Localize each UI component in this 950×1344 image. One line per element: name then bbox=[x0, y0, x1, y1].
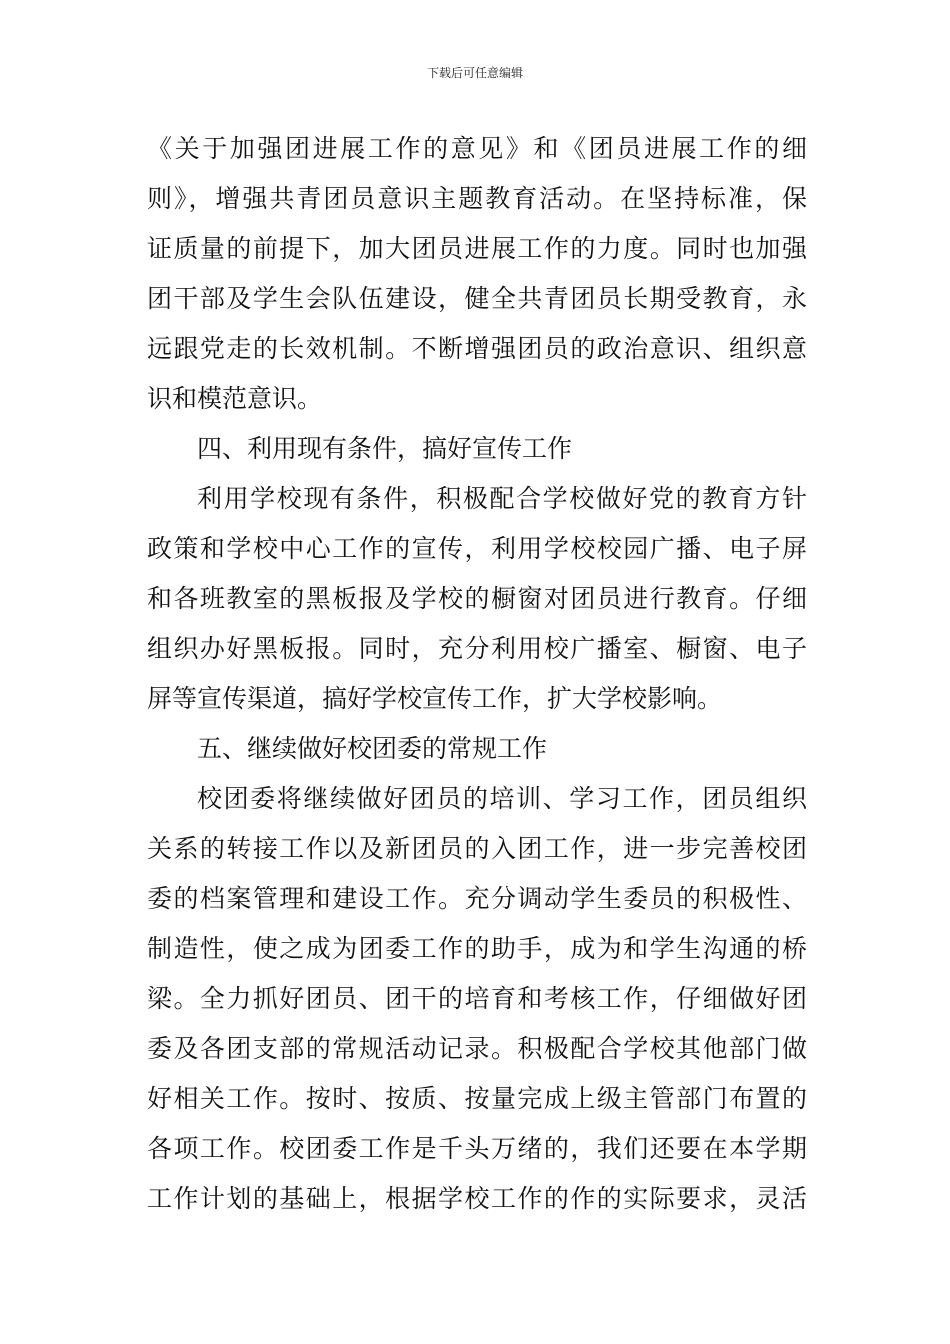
paragraph-line: 制造性，使之成为团委工作的助手，成为和学生沟通的桥 bbox=[147, 934, 807, 963]
paragraph-line: 委的档案管理和建设工作。充分调动学生委员的积极性、 bbox=[147, 884, 807, 913]
paragraph-line: 好相关工作。按时、按质、按量完成上级主管部门布置的 bbox=[147, 1084, 807, 1113]
paragraph-line: 工作计划的基础上，根据学校工作的作的实际要求，灵活 bbox=[147, 1184, 807, 1213]
paragraph-line: 组织办好黑板报。同时，充分利用校广播室、橱窗、电子 bbox=[147, 634, 807, 663]
page-header-note: 下载后可任意编辑 bbox=[426, 66, 523, 80]
paragraph-line: 政策和学校中心工作的宣传，利用学校校园广播、电子屏 bbox=[147, 534, 807, 563]
paragraph-line: 梁。全力抓好团员、团干的培育和考核工作，仔细做好团 bbox=[147, 984, 807, 1013]
paragraph-line: 委及各团支部的常规活动记录。积极配合学校其他部门做 bbox=[147, 1034, 807, 1063]
section-heading: 五、继续做好校团委的常规工作 bbox=[197, 734, 548, 763]
document-body bbox=[147, 124, 807, 1224]
paragraph-line: 证质量的前提下，加大团员进展工作的力度。同时也加强 bbox=[147, 234, 807, 263]
paragraph-line: 识和模范意识。 bbox=[147, 384, 323, 413]
paragraph-line: 校团委将继续做好团员的培训、学习工作，团员组织 bbox=[197, 784, 807, 813]
paragraph-line: 《关于加强团进展工作的意见》和《团员进展工作的细 bbox=[147, 134, 807, 163]
paragraph-line: 和各班教室的黑板报及学校的橱窗对团员进行教育。仔细 bbox=[147, 584, 807, 613]
section-heading: 四、利用现有条件，搞好宣传工作 bbox=[197, 434, 573, 463]
paragraph-line: 各项工作。校团委工作是千头万绪的，我们还要在本学期 bbox=[147, 1134, 807, 1163]
paragraph-line: 则》，增强共青团员意识主题教育活动。在坚持标准，保 bbox=[147, 184, 807, 213]
paragraph-line: 屏等宣传渠道，搞好学校宣传工作，扩大学校影响。 bbox=[147, 684, 723, 713]
paragraph-line: 关系的转接工作以及新团员的入团工作，进一步完善校团 bbox=[147, 834, 807, 863]
paragraph-line: 远跟党走的长效机制。不断增强团员的政治意识、组织意 bbox=[147, 334, 807, 363]
paragraph-line: 团干部及学生会队伍建设，健全共青团员长期受教育，永 bbox=[147, 284, 807, 313]
paragraph-line: 利用学校现有条件，积极配合学校做好党的教育方针 bbox=[197, 484, 807, 513]
